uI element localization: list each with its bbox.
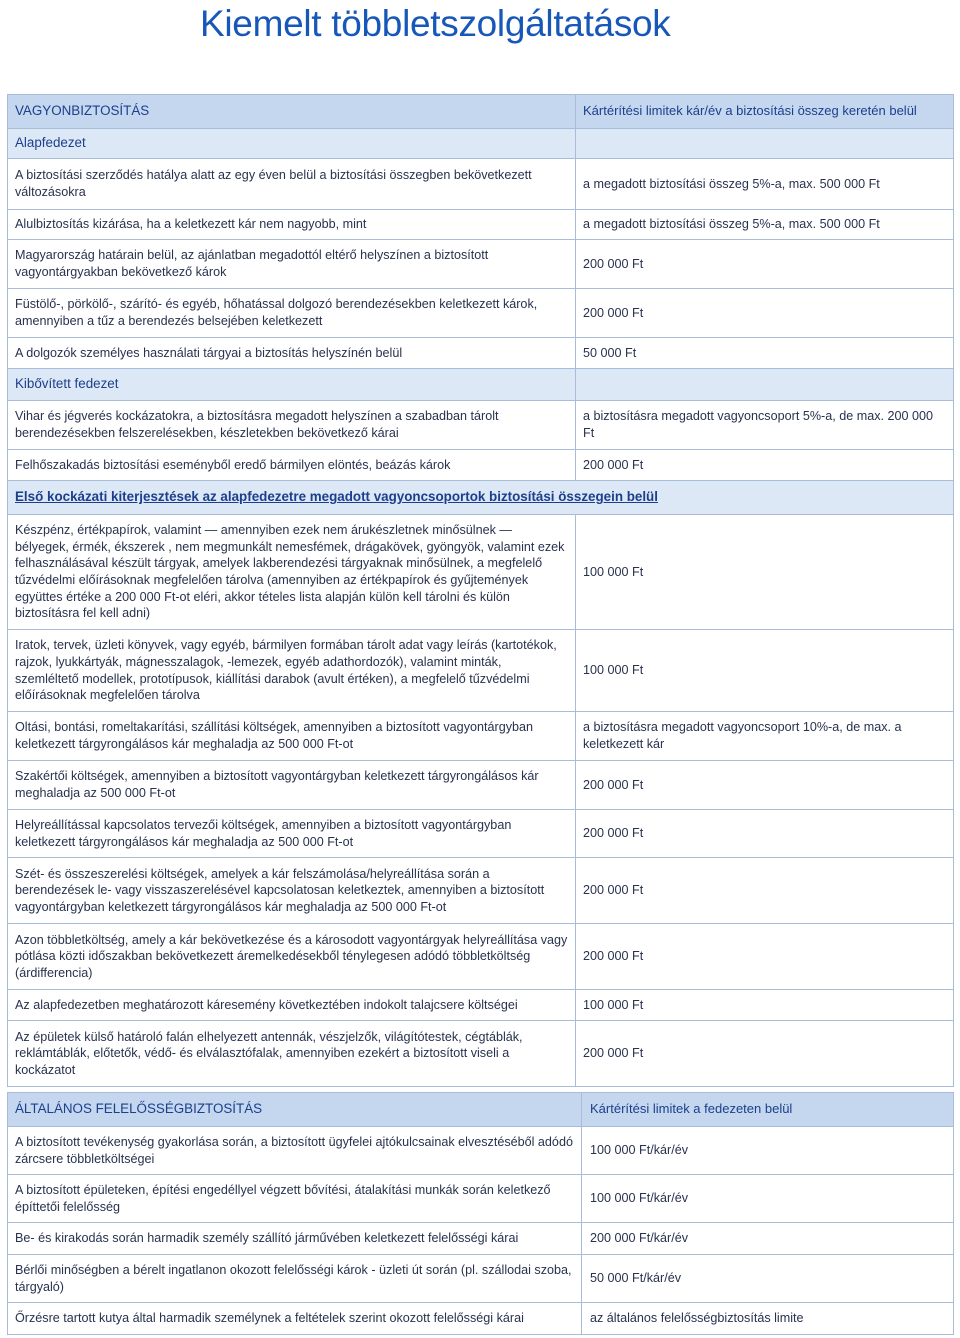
table-row-value: 200 000 Ft — [576, 761, 954, 810]
table-row-desc: A biztosított épületeken, építési engedéllyel végzett bővítési, átalakítási munkák során keletkező építtetői felelősség — [8, 1175, 582, 1223]
extended-coverage-label: Kibővített fedezet — [8, 369, 576, 401]
table-row-value: a megadott biztosítási összeg 5%-a, max. 500 000 Ft — [576, 159, 954, 210]
property-insurance-table — [7, 94, 954, 1087]
liability-limits-header: Kártérítési limitek a fedezeten belül — [582, 1093, 954, 1127]
table-row-desc: Azon többletköltség, amely a kár bekövetkezése és a károsodott vagyontárgyak helyreállítása vagy pótlása közti időszakban bekövetkezett áremelkedésekből ténylegesen adódó többletköltség (árdifferencia) — [8, 924, 576, 990]
table-row-value: 200 000 Ft — [576, 1021, 954, 1087]
page-title: Kiemelt többletszolgáltatások — [200, 3, 671, 44]
table-row-desc: Őrzésre tartott kutya által harmadik személynek a feltételek szerint okozott felelősségi kárai — [8, 1303, 582, 1335]
table-row-desc: Szakértői költségek, amennyiben a biztosított vagyontárgyban keletkezett tárgyrongálásos kár meghaladja az 500 000 Ft-ot — [8, 761, 576, 810]
liability-header: ÁLTALÁNOS FELELŐSSÉGBIZTOSÍTÁS — [8, 1093, 582, 1127]
table-row-value: 200 000 Ft/kár/év — [582, 1223, 954, 1255]
table-row-value: az általános felelősségbiztosítás limite — [582, 1303, 954, 1335]
table-row-value: a biztosításra megadott vagyoncsoport 5%-a, de max. 200 000 Ft — [576, 401, 954, 450]
table-row-desc: Alulbiztosítás kizárása, ha a keletkezett kár nem nagyobb, mint — [8, 210, 576, 240]
table-row-value: 200 000 Ft — [576, 240, 954, 289]
table-row-value: 100 000 Ft/kár/év — [582, 1175, 954, 1223]
property-limits-header: Kártérítési limitek kár/év a biztosítási összeg keretén belül — [576, 95, 954, 129]
extended-coverage-blank — [576, 369, 954, 401]
table-row-desc: Füstölő-, pörkölő-, szárító- és egyéb, hőhatással dolgozó berendezésekben keletkezett károk, amennyiben a tűz a berendezés belsejében keletkezett — [8, 289, 576, 338]
table-row-desc: Bérlői minőségben a bérelt ingatlanon okozott felelősségi károk - üzleti út során (pl. szállodai szoba, tárgyaló) — [8, 1255, 582, 1303]
table-row-value: 200 000 Ft — [576, 858, 954, 924]
table-row-desc: Felhőszakadás biztosítási eseményből eredő bármilyen elöntés, beázás károk — [8, 450, 576, 481]
table-row-value: 200 000 Ft — [576, 810, 954, 858]
table-row-desc: Az épületek külső határoló falán elhelyezett antennák, vészjelzők, világítótestek, cégtáblák, reklámtáblák, előtetők, védő- és elválasztófalak, amennyiben ezekért a biztosított viseli a kockázatot — [8, 1021, 576, 1087]
table-row-desc: Készpénz, értékpapírok, valamint — amennyiben ezek nem árukészletnek minősülnek — bélyegek, érmék, ékszerek , nem megmunkált nemesfémek, drágakövek, gyöngyök, valamint ezek felhasználásával készült tárgyak, amelyek lakberendezési tárgyaknak minősülnek, a megfelelő tűzvédelmi előírásoknak megfelelően tárolva (amennyiben az értékpapírok és gyűjtemények együttes értéke a 200 000 Ft-ot eléri, akkor tételes lista alapján külön kell tárolni és külön biztosításra fel kell adni) — [8, 515, 576, 630]
table-row-value: a biztosításra megadott vagyoncsoport 10%-a, de max. a keletkezett kár — [576, 712, 954, 761]
table-row-desc: Szét- és összeszerelési költségek, amelyek a kár felszámolása/helyreállítása során a berendezések le- vagy visszaszerelésével kapcsolatosan keletkeztek, amennyiben a biztosított vagyontárgyban keletkezett tárgyrongálásos kár meghaladja az 500 000 Ft-ot — [8, 858, 576, 924]
table-row-desc: Az alapfedezetben meghatározott káresemény következtében indokolt talajcsere költségei — [8, 990, 576, 1021]
table-row-value: 100 000 Ft — [576, 515, 954, 630]
table-row-desc: A dolgozók személyes használati tárgyai a biztosítás helyszínén belül — [8, 338, 576, 369]
table-row-desc: Oltási, bontási, romeltakarítási, szállítási költségek, amennyiben a biztosított vagyontárgyban keletkezett tárgyrongálásos kár meghaladja az 500 000 Ft-ot — [8, 712, 576, 761]
table-row-value: 100 000 Ft — [576, 990, 954, 1021]
table-row-value: a megadott biztosítási összeg 5%-a, max. 500 000 Ft — [576, 210, 954, 240]
table-row-desc: Be- és kirakodás során harmadik személy szállító járművében keletkezett felelősségi kárai — [8, 1223, 582, 1255]
table-row-value: 100 000 Ft/kár/év — [582, 1127, 954, 1175]
table-row-desc: A biztosított tevékenység gyakorlása során, a biztosított ügyfelei ajtókulcsainak elvesztéséből adódó zárcsere többletköltségei — [8, 1127, 582, 1175]
table-row-value: 200 000 Ft — [576, 450, 954, 481]
liability-insurance-table — [7, 1092, 954, 1335]
table-row-value: 200 000 Ft — [576, 289, 954, 338]
table-row-desc: Magyarország határain belül, az ajánlatban megadottól eltérő helyszínen a biztosított vagyontárgyakban bekövetkező károk — [8, 240, 576, 289]
property-header: VAGYONBIZTOSÍTÁS — [8, 95, 576, 129]
base-coverage-label: Alapfedezet — [8, 129, 576, 159]
table-row-desc: A biztosítási szerződés hatálya alatt az egy éven belül a biztosítási összegben bekövetkezett változásokra — [8, 159, 576, 210]
table-row-value: 200 000 Ft — [576, 924, 954, 990]
table-row-value: 50 000 Ft — [576, 338, 954, 369]
base-coverage-blank — [576, 129, 954, 159]
first-risk-label: Első kockázati kiterjesztések az alapfedezetre megadott vagyoncsoportok biztosítási összegein belül — [8, 481, 954, 515]
table-row-desc: Vihar és jégverés kockázatokra, a biztosításra megadott helyszínen a szabadban tárolt berendezésekben felszerelésekben, készletekben bekövetkező kárai — [8, 401, 576, 450]
table-row-value: 100 000 Ft — [576, 630, 954, 712]
table-row-desc: Helyreállítással kapcsolatos tervezői költségek, amennyiben a biztosított vagyontárgyban keletkezett tárgyrongálásos kár meghaladja az 500 000 Ft-ot — [8, 810, 576, 858]
table-row-value: 50 000 Ft/kár/év — [582, 1255, 954, 1303]
table-row-desc: Iratok, tervek, üzleti könyvek, vagy egyéb, bármilyen formában tárolt adat vagy leírás (kartotékok, rajzok, lyukkártyák, mágnesszalagok, -lemezek, egyéb adathordozók), valamint minták, szemléltető modellek, prototípusok, kiállítási darabok (avult értéken), a megfelelő tűzvédelmi előírásoknak megfelelően tárolva — [8, 630, 576, 712]
